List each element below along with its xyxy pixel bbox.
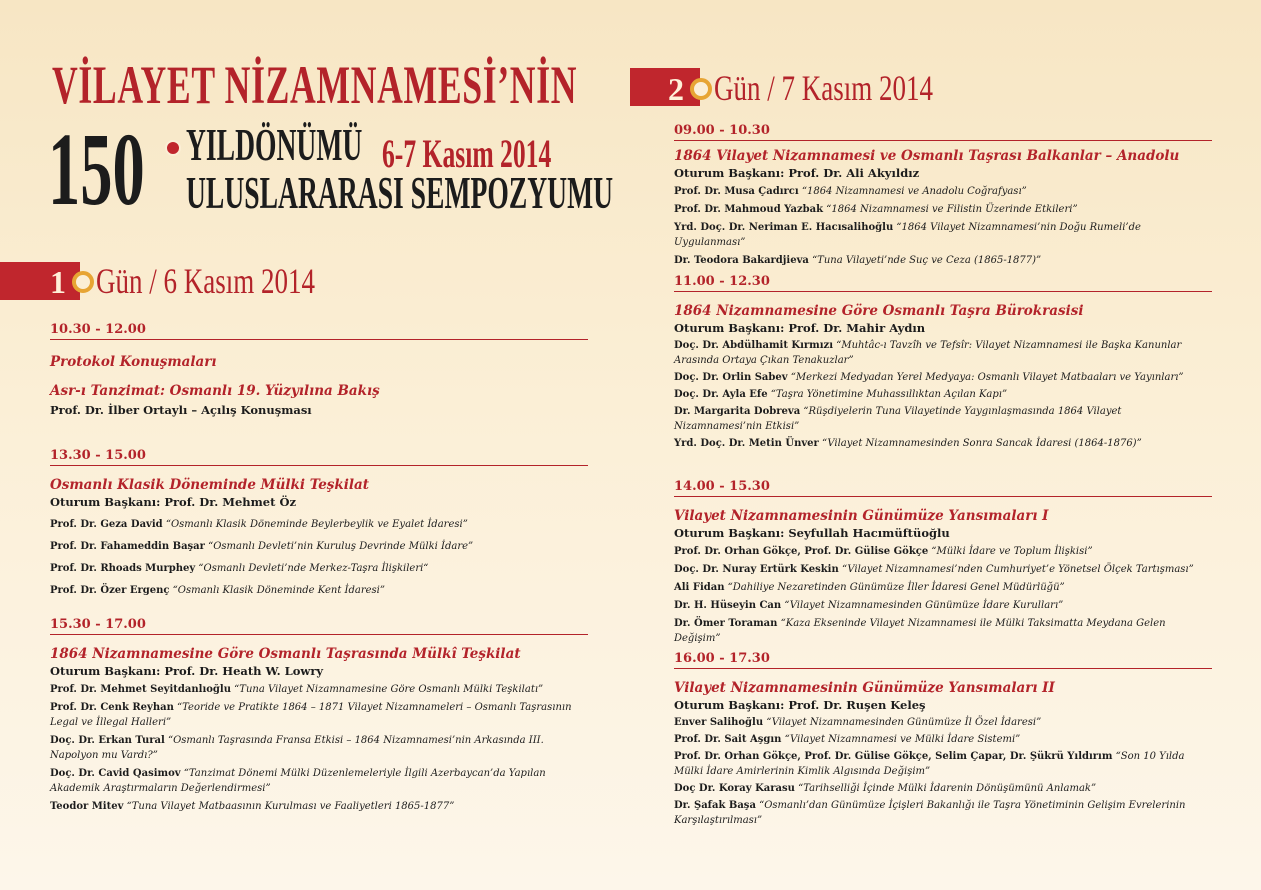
talk-title: “Rüşdiyelerin Tuna Vilayetinde Yaygınlaşmasında 1864 Vilayet Nizamnamesi’nin Etkisi”: [674, 406, 1122, 432]
talk-item: [50, 539, 588, 554]
talk-item: [674, 184, 1212, 199]
title-date: 6-7 Kasım 2014: [382, 131, 552, 176]
talk-item: [674, 616, 1212, 646]
session-chair: Oturum Başkanı: Prof. Dr. Ali Akyıldız: [674, 166, 920, 180]
talk-title: “Kaza Ekseninde Vilayet Nizamnamesi ile Mülki Taksimatta Meydana Gelen Değişim”: [674, 618, 1166, 644]
talk-list: [50, 517, 588, 598]
session-time: 16.00 - 17.30: [674, 651, 1212, 669]
talk-item: [674, 202, 1212, 217]
talk-item: [50, 682, 588, 697]
talk-speaker: Prof. Dr. Rhoads Murphey: [50, 563, 196, 574]
talk-item: [674, 387, 1212, 402]
talk-title: “Osmanlı Devleti’nin Kuruluş Devrinde Mülki İdare”: [208, 541, 474, 552]
day1-number: 1: [50, 264, 66, 300]
talk-speaker: Prof. Dr. Cenk Reyhan: [50, 702, 174, 713]
talk-title: “Osmanlı Taşrasında Fransa Etkisi – 1864 Nizamnamesi’nin Arkasında III. Napolyon mu Vardı?”: [50, 735, 544, 761]
talk-speaker: Yrd. Doç. Dr. Metin Ünver: [674, 438, 819, 449]
session-time: 10.30 - 12.00: [50, 322, 588, 340]
day1-bar: [0, 262, 80, 300]
day2-session-1: [674, 123, 1212, 268]
talk-title: “Osmanlı Klasik Döneminde Kent İdaresi”: [172, 585, 385, 596]
session-title: Protokol Konuşmaları: [50, 354, 217, 370]
talk-title: “Merkezi Medyadan Yerel Medyaya: Osmanlı Vilayet Matbaaları ve Yayınları”: [790, 372, 1184, 383]
talk-list: [674, 338, 1212, 451]
talk-speaker: Prof. Dr. Geza David: [50, 519, 163, 530]
day2-session-4: [674, 651, 1212, 828]
talk-title: “Tarihselliği İçinde Mülki İdarenin Dönüşümünü Anlamak”: [798, 783, 1097, 794]
session-chair: Oturum Başkanı: Prof. Dr. Mehmet Öz: [50, 495, 296, 509]
talk-title: “Osmanlı Klasik Döneminde Beylerbeylik ve Eyalet İdaresi”: [165, 519, 468, 530]
talk-speaker: Prof. Dr. Özer Ergenç: [50, 585, 170, 596]
talk-item: [674, 370, 1212, 385]
day2-number: 2: [668, 71, 684, 107]
talk-speaker: Doç. Dr. Cavid Qasimov: [50, 768, 181, 779]
talk-title: “1864 Nizamnamesi ve Anadolu Coğrafyası”: [801, 186, 1027, 197]
talk-list: [674, 544, 1212, 646]
talk-item: [674, 781, 1212, 796]
talk-title: “Tanzimat Dönemi Mülki Düzenlemeleriyle İlgili Azerbaycan’da Yapılan Akademik Araştırmaların Değerlendirmesi”: [50, 768, 546, 794]
talk-title: “Vilayet Nizamnamesinden Sonra Sancak İdaresi (1864-1876)”: [821, 438, 1142, 449]
talk-speaker: Ali Fidan: [674, 582, 725, 593]
talk-speaker: Dr. Margarita Dobreva: [674, 406, 801, 417]
talk-item: [50, 700, 588, 730]
title-yildonumu: YILDÖNÜMÜ: [186, 119, 363, 170]
talk-item: [674, 732, 1212, 747]
talk-item: [50, 733, 588, 763]
talk-title: “Osmanlı Devleti’nde Merkez-Taşra İlişkileri“: [198, 563, 429, 574]
session-chair: Oturum Başkanı: Seyfullah Hacımüftüoğlu: [674, 526, 950, 540]
title-vilayet-nizamnamesi: VİLAYET NİZAMNAMESİ’NİN: [52, 55, 578, 115]
talk-speaker: Dr. H. Hüseyin Can: [674, 600, 782, 611]
talk-item: [674, 598, 1212, 613]
talk-speaker: Prof. Dr. Fahameddin Başar: [50, 541, 205, 552]
talk-speaker: Prof. Dr. Sait Aşgın: [674, 734, 782, 745]
talk-title: “Dahiliye Nezaretinden Günümüze İller İdaresi Genel Müdürlüğü”: [727, 582, 1065, 593]
talk-speaker: Dr. Şafak Başa: [674, 800, 756, 811]
talk-title: “1864 Vilayet Nizamnamesi’nin Doğu Rumeli’de Uygulanması”: [674, 222, 1141, 248]
red-dot-icon: [165, 140, 181, 156]
talk-speaker: Prof. Dr. Mehmet Seyitdanlıoğlu: [50, 684, 231, 695]
session-title: Osmanlı Klasik Döneminde Mülki Teşkilat: [50, 477, 369, 493]
session-time: 13.30 - 15.00: [50, 448, 588, 466]
ring-icon: [690, 78, 712, 100]
title-uluslararasi-sempozyumu: ULUSLARARASI SEMPOZYUMU: [186, 167, 614, 218]
talk-title: “Muhtâc-ı Tavzîh ve Tefsîr: Vilayet Nizamnamesi ile Başka Kanunlar Arasında Ortaya Çıkan Tenakuzlar”: [674, 340, 1182, 366]
talk-speaker: Doç. Dr. Nuray Ertürk Keskin: [674, 564, 839, 575]
talk-speaker: Doç. Dr. Abdülhamit Kırmızı: [674, 340, 834, 351]
session-chair: Oturum Başkanı: Prof. Dr. Ruşen Keleş: [674, 698, 926, 712]
talk-speaker: Prof. Dr. Mahmoud Yazbak: [674, 204, 824, 215]
session-time: 09.00 - 10.30: [674, 123, 1212, 141]
talk-item: [50, 561, 588, 576]
session-speaker: Prof. Dr. İlber Ortaylı – Açılış Konuşması: [50, 403, 312, 417]
talk-speaker: Prof. Dr. Musa Çadırcı: [674, 186, 799, 197]
talk-item: [674, 253, 1212, 268]
talk-item: [50, 766, 588, 796]
session-chair: Oturum Başkanı: Prof. Dr. Mahir Aydın: [674, 321, 926, 335]
session-chair: Oturum Başkanı: Prof. Dr. Heath W. Lowry: [50, 664, 324, 678]
talk-speaker: Dr. Teodora Bakardjieva: [674, 255, 809, 266]
talk-item: [674, 338, 1212, 368]
talk-item: [674, 404, 1212, 434]
talk-speaker: Doç Dr. Koray Karasu: [674, 783, 795, 794]
session-title: 1864 Nizamnamesine Göre Osmanlı Taşra Bürokrasisi: [674, 303, 1084, 319]
session-title: Asr-ı Tanzimat: Osmanlı 19. Yüzyılına Bakış: [50, 383, 380, 399]
day2-session-3: [674, 479, 1212, 646]
talk-speaker: Doç. Dr. Orlin Sabev: [674, 372, 788, 383]
talk-speaker: Enver Salihoğlu: [674, 717, 764, 728]
session-time: 15.30 - 17.00: [50, 617, 588, 635]
talk-speaker: Doç. Dr. Erkan Tural: [50, 735, 165, 746]
talk-title: “Vilayet Nizamnamesinden Günümüze İl Özel İdaresi”: [766, 717, 1042, 728]
talk-item: [674, 544, 1212, 559]
talk-item: [674, 562, 1212, 577]
session-title: 1864 Vilayet Nizamnamesi ve Osmanlı Taşrası Balkanlar – Anadolu: [674, 148, 1180, 164]
day2-session-2: [674, 274, 1212, 451]
talk-item: [50, 583, 588, 598]
talk-speaker: Dr. Ömer Toraman: [674, 618, 778, 629]
day1-session-2: [50, 448, 588, 598]
talk-item: [50, 517, 588, 532]
talk-speaker: Teodor Mitev: [50, 801, 124, 812]
talk-speaker: Prof. Dr. Orhan Gökçe, Prof. Dr. Gülise Gökçe: [674, 546, 929, 557]
day1-session-3: [50, 617, 588, 814]
session-time: 14.00 - 15.30: [674, 479, 1212, 497]
session-title: 1864 Nizamnamesine Göre Osmanlı Taşrasında Mülkî Teşkilat: [50, 646, 521, 662]
session-title: Vilayet Nizamnamesinin Günümüze Yansımaları I: [674, 508, 1049, 524]
title-150: 150: [48, 112, 145, 227]
day2-title: Gün / 7 Kasım 2014: [714, 68, 933, 108]
talk-title: “1864 Nizamnamesi ve Filistin Üzerinde Etkileri”: [826, 204, 1078, 215]
ring-icon: [72, 271, 94, 293]
talk-title: “Vilayet Nizamnamesi’nden Cumhuriyet’e Yönetsel Ölçek Tartışması”: [841, 564, 1194, 575]
talk-speaker: Yrd. Doç. Dr. Neriman E. Hacısalihoğlu: [674, 222, 894, 233]
talk-title: “Son 10 Yılda Mülki İdare Amirlerinin Kimlik Algısında Değişim”: [674, 751, 1185, 777]
day1-session-1: [50, 322, 588, 418]
session-title: Vilayet Nizamnamesinin Günümüze Yansımaları II: [674, 680, 1055, 696]
talk-item: [674, 436, 1212, 451]
talk-list: [674, 715, 1212, 828]
talk-title: “Mülki İdare ve Toplum İlişkisi”: [931, 546, 1093, 557]
talk-title: “Vilayet Nizamnamesi ve Mülki İdare Sistemi”: [784, 734, 1021, 745]
talk-title: “Teoride ve Pratikte 1864 – 1871 Vilayet Nizamnameleri – Osmanlı Taşrasının Legal ve İllegal Halleri”: [50, 702, 572, 728]
session-time: 11.00 - 12.30: [674, 274, 1212, 292]
talk-speaker: Doç. Dr. Ayla Efe: [674, 389, 768, 400]
talk-item: [674, 220, 1212, 250]
talk-title: “Tuna Vilayet Matbaasının Kurulması ve Faaliyetleri 1865-1877”: [126, 801, 455, 812]
talk-speaker: Prof. Dr. Orhan Gökçe, Prof. Dr. Gülise Gökçe, Selim Çapar, Dr. Şükrü Yıldırım: [674, 751, 1113, 762]
talk-item: [674, 749, 1212, 779]
talk-title: “Vilayet Nizamnamesinden Günümüze İdare Kurulları”: [784, 600, 1064, 611]
talk-title: “Tuna Vilayeti’nde Suç ve Ceza (1865-1877)”: [812, 255, 1042, 266]
talk-list: [50, 682, 588, 814]
talk-title: “Taşra Yönetimine Muhassıllıktan Açılan Kapı”: [770, 389, 1008, 400]
talk-item: [674, 798, 1212, 828]
talk-list: [674, 184, 1212, 268]
day1-title: Gün / 6 Kasım 2014: [96, 261, 315, 301]
talk-item: [674, 580, 1212, 595]
talk-title: “Tuna Vilayet Nizamnamesine Göre Osmanlı Mülki Teşkilatı”: [234, 684, 544, 695]
talk-item: [674, 715, 1212, 730]
talk-title: “Osmanlı’dan Günümüze İçişleri Bakanlığı ile Taşra Yönetiminin Gelişim Evrelerinin Karşılaştırılması”: [674, 800, 1186, 826]
talk-item: [50, 799, 588, 814]
